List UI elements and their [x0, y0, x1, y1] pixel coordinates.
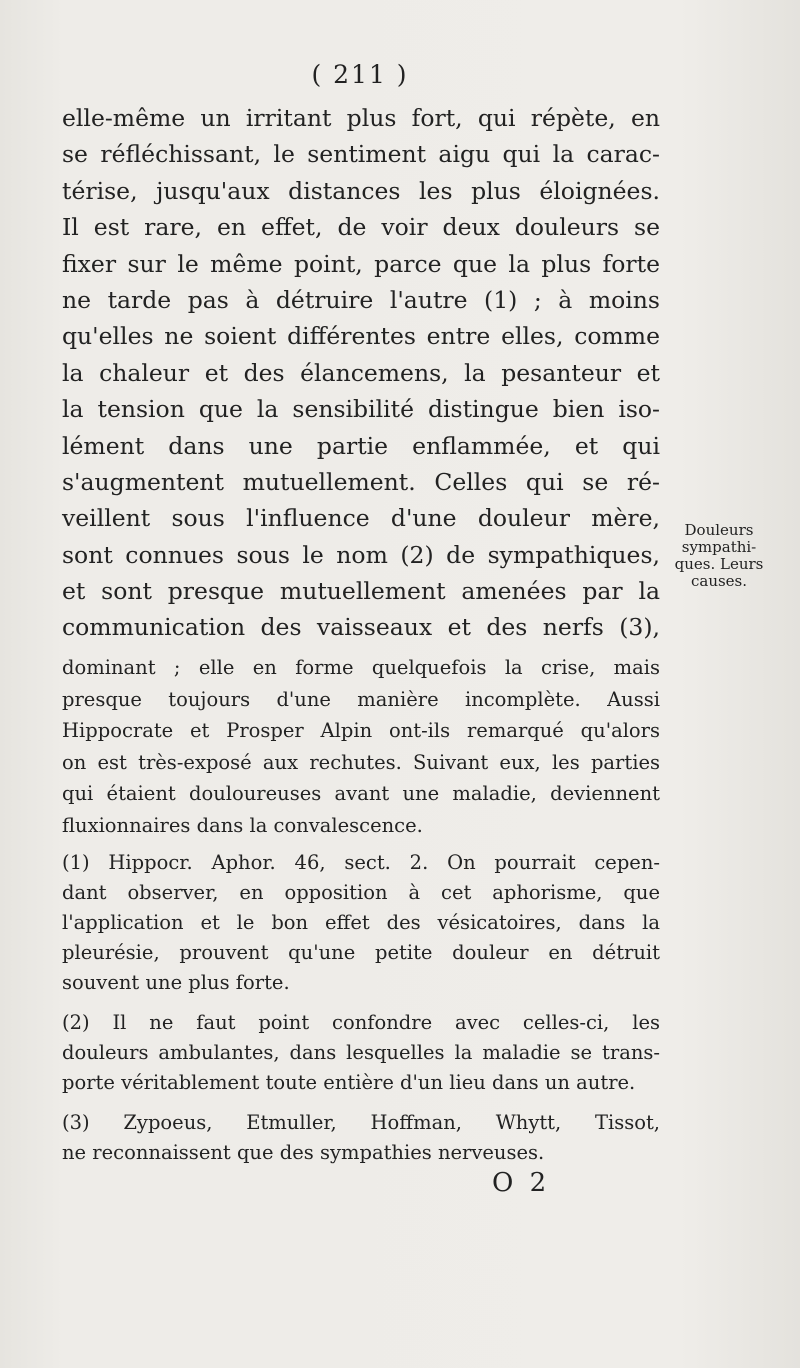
- footnote-line: souvent une plus forte.: [62, 971, 290, 994]
- footnote-line: (3) Zypoeus, Etmuller, Hoffman, Whytt, Tissot,: [62, 1111, 660, 1134]
- text-line: la chaleur et des élancemens, la pesanteur et: [62, 358, 660, 387]
- footnote-line: dant observer, en opposition à cet aphorisme, que: [62, 881, 660, 904]
- footnote-line: (1) Hippocr. Aphor. 46, sect. 2. On pourrait cepen-: [62, 851, 660, 874]
- footnote-line: pleurésie, prouvent qu'une petite douleur en détruit: [62, 941, 660, 964]
- continuation-line: qui étaient douloureuses avant une maladie, deviennent: [62, 782, 660, 805]
- text-line: veillent sous l'influence d'une douleur mère,: [62, 504, 660, 533]
- footnote-continuation: [62, 652, 660, 841]
- text-line: communication des vaisseaux et des nerfs (3),: [62, 613, 660, 642]
- text-line: sont connues sous le nom (2) de sympathiques,: [62, 540, 660, 569]
- text-line: se réfléchissant, le sentiment aigu qui la carac-: [62, 140, 660, 169]
- text-line: qu'elles ne soient différentes entre elles, comme: [62, 322, 660, 351]
- footnote-1: [62, 848, 660, 998]
- margin-note: [664, 522, 774, 590]
- continuation-line: fluxionnaires dans la convalescence.: [62, 813, 423, 837]
- footnote-line: porte véritablement toute entière d'un lieu dans un autre.: [62, 1071, 636, 1094]
- signature-mark: O 2: [492, 1168, 551, 1198]
- continuation-line: Hippocrate et Prosper Alpin ont-ils remarqué qu'alors: [62, 719, 660, 742]
- text-line: s'augmentent mutuellement. Celles qui se ré-: [62, 467, 660, 496]
- footnote-2: [62, 1008, 660, 1098]
- footnote-line: (2) Il ne faut point confondre avec celles-ci, les: [62, 1011, 660, 1034]
- footnotes: [62, 848, 660, 1178]
- continuation-line: presque toujours d'une manière incomplète. Aussi: [62, 687, 660, 711]
- text-line: Il est rare, en effet, de voir deux douleurs se: [62, 213, 660, 242]
- text-line: la tension que la sensibilité distingue bien iso-: [62, 395, 660, 424]
- footnote-3: [62, 1108, 660, 1168]
- margin-note-line: Douleurs: [684, 521, 754, 539]
- text-line: elle-même un irritant plus fort, qui répète, en: [62, 104, 660, 132]
- text-line: térise, jusqu'aux distances les plus éloignées.: [62, 176, 660, 205]
- margin-note-line: sympathi-: [681, 538, 757, 556]
- page-number: ( 211 ): [311, 60, 409, 89]
- margin-note-line: ques. Leurs: [674, 555, 764, 573]
- text-line: ne tarde pas à détruire l'autre (1) ; à moins: [62, 285, 660, 314]
- text-line: lément dans une partie enflammée, et qui: [62, 431, 660, 460]
- footnote-line: l'application et le bon effet des vésicatoires, dans la: [62, 911, 660, 934]
- text-line: fixer sur le même point, parce que la plus forte: [62, 249, 660, 278]
- margin-note-line: causes.: [690, 572, 748, 590]
- text-line: et sont presque mutuellement amenées par la: [62, 577, 660, 606]
- footnote-line: ne reconnaissent que des sympathies nerveuses.: [62, 1141, 545, 1164]
- continuation-line: on est très-exposé aux rechutes. Suivant eux, les parties: [62, 750, 660, 774]
- continuation-line: dominant ; elle en forme quelquefois la crise, mais: [62, 656, 660, 679]
- main-paragraph: [62, 100, 660, 646]
- footnote-line: douleurs ambulantes, dans lesquelles la maladie se trans-: [62, 1041, 660, 1064]
